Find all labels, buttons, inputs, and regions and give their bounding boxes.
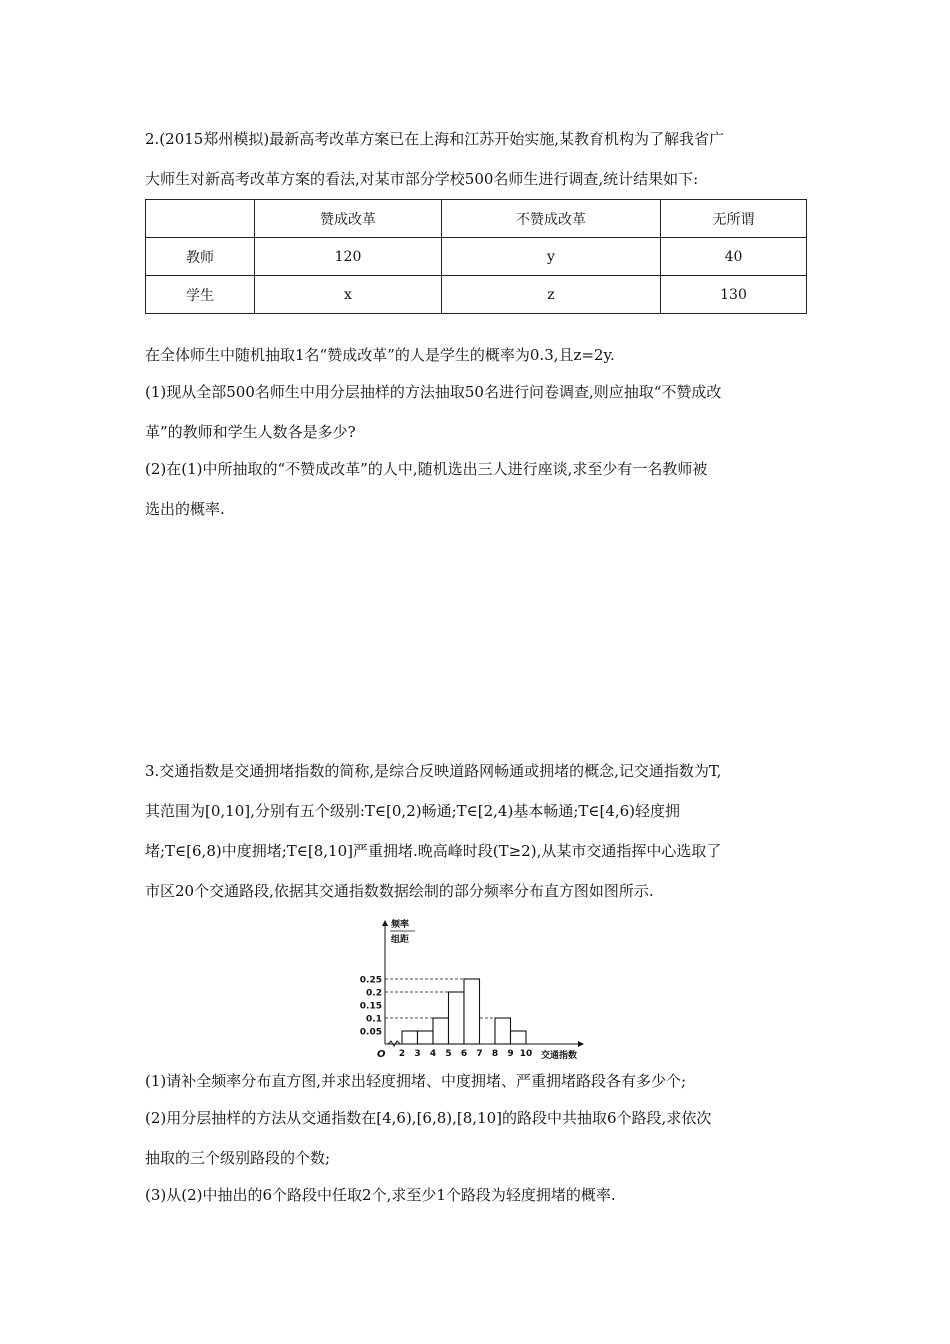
table-cell: x <box>255 276 442 314</box>
x-tick-label: 7 <box>476 1049 483 1059</box>
y-tick-label: 0.2 <box>366 988 382 999</box>
problem2-line1: 2.(2015郑州模拟)最新高考改革方案已在上海和江苏开始实施,某教育机构为了解我省广 <box>145 130 724 148</box>
table-cell: 40 <box>661 238 807 276</box>
table-cell: 130 <box>661 276 807 314</box>
table-cell: 无所谓 <box>661 200 807 238</box>
x-tick-label: 3 <box>414 1049 421 1059</box>
problem3-line3: 堵;T∈[6,8)中度拥堵;T∈[8,10]严重拥堵.晚高峰时段(T≥2),从某市交通指挥中心选取了 <box>145 842 722 860</box>
y-tick-label: 0.25 <box>359 975 382 986</box>
table-cell: z <box>442 276 661 314</box>
y-tick-label: 0.05 <box>359 1027 382 1038</box>
origin-label: O <box>377 1049 386 1060</box>
y-tick-label: 0.15 <box>359 1001 382 1012</box>
problem3-q2-line1: (2)用分层抽样的方法从交通指数在[4,6),[6,8),[8,10]的路段中共抽取6个路段,求依次 <box>145 1109 712 1127</box>
table-cell: y <box>442 238 661 276</box>
problem2-q1-line2: 革”的教师和学生人数各是多少? <box>145 423 356 441</box>
table-cell: 教师 <box>146 238 255 276</box>
problem2-q2-line2: 选出的概率. <box>145 500 225 518</box>
histogram-bar <box>402 1031 418 1044</box>
table-cell <box>146 200 255 238</box>
table-header-row <box>146 200 807 238</box>
x-tick-label: 2 <box>398 1049 406 1059</box>
problem3-line1: 3.交通指数是交通拥堵指数的简称,是综合反映道路网畅通或拥堵的概念,记交通指数为T, <box>145 762 722 780</box>
table-cell: 120 <box>255 238 442 276</box>
frequency-histogram <box>355 915 595 1060</box>
problem3-line2: 其范围为[0,10],分别有五个级别:T∈[0,2)畅通;T∈[2,4)基本畅通;T∈[4,6)轻度拥 <box>145 802 681 820</box>
problem2-line2: 大师生对新高考改革方案的看法,对某市部分学校500名师生进行调查,统计结果如下: <box>145 170 699 188</box>
y-axis-label-numerator: 频率 <box>391 920 410 930</box>
x-tick-label: 9 <box>507 1049 514 1059</box>
histogram-bar <box>449 992 465 1044</box>
table-cell: 不赞成改革 <box>442 200 661 238</box>
x-tick-label: 5 <box>445 1049 452 1059</box>
table-cell: 学生 <box>146 276 255 314</box>
problem2-q2-line1: (2)在(1)中所抽取的“不赞成改革”的人中,随机选出三人进行座谈,求至少有一名教师被 <box>145 460 708 478</box>
y-tick-label: 0.1 <box>366 1014 382 1025</box>
y-axis-label-denominator: 组距 <box>391 935 410 945</box>
histogram-bar <box>495 1018 511 1044</box>
problem3-line4: 市区20个交通路段,依据其交通指数数据绘制的部分频率分布直方图如图所示. <box>145 882 654 900</box>
problem2-q1-line1: (1)现从全部500名师生中用分层抽样的方法抽取50名进行问卷调查,则应抽取“不赞成改 <box>145 383 722 401</box>
histogram-bar <box>511 1031 527 1044</box>
x-tick-label: 6 <box>460 1049 468 1059</box>
histogram-bar <box>433 1018 449 1044</box>
survey-table <box>145 199 807 314</box>
problem3-q1: (1)请补全频率分布直方图,并求出轻度拥堵、中度拥堵、严重拥堵路段各有多少个; <box>145 1072 687 1090</box>
x-tick-label: 8 <box>491 1049 499 1059</box>
table-cell: 赞成改革 <box>255 200 442 238</box>
histogram-bar <box>464 979 480 1044</box>
problem3-q2-line2: 抽取的三个级别路段的个数; <box>145 1149 331 1167</box>
table-row <box>146 238 807 276</box>
table-row <box>146 276 807 314</box>
histogram-bar <box>418 1031 434 1044</box>
problem3-q3: (3)从(2)中抽出的6个路段中任取2个,求至少1个路段为轻度拥堵的概率. <box>145 1186 616 1204</box>
x-tick-label: 10 <box>519 1049 533 1059</box>
x-axis-label: 交通指数 <box>541 1051 578 1060</box>
problem2-line3: 在全体师生中随机抽取1名“赞成改革”的人是学生的概率为0.3,且z=2y. <box>145 346 615 364</box>
x-tick-label: 4 <box>429 1049 437 1059</box>
